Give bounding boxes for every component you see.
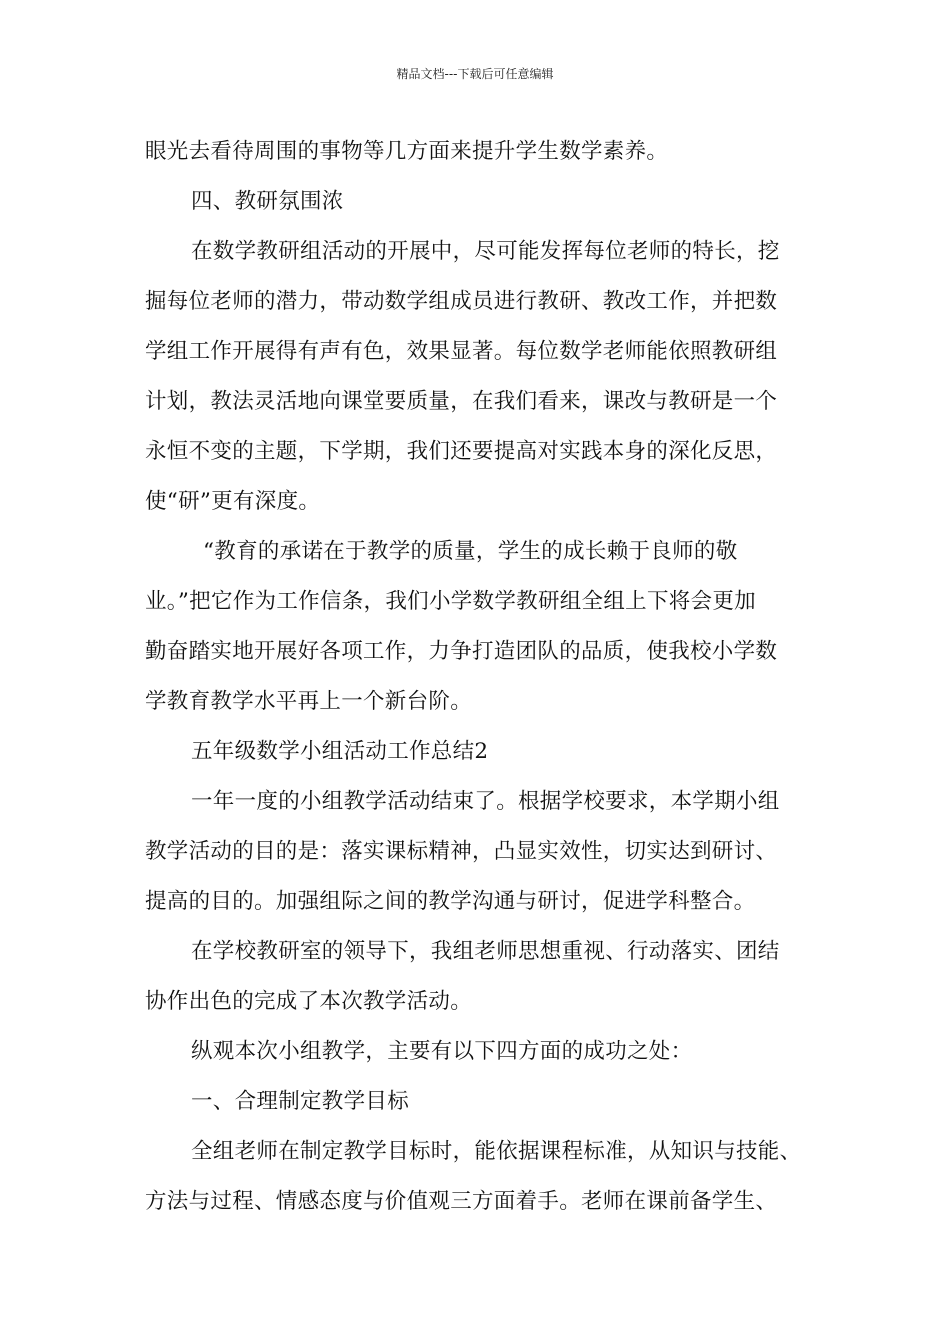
paragraph-line: 勤奋踏实地开展好各项工作，力争打造团队的品质，使我校小学数 bbox=[145, 639, 778, 664]
paragraph-line: 全组老师在制定教学目标时，能依据课程标准，从知识与技能、 bbox=[191, 1139, 802, 1164]
paragraph-line: 学教育教学水平再上一个新台阶。 bbox=[145, 689, 473, 714]
paragraph-line: 方法与过程、情感态度与价值观三方面着手。老师在课前备学生、 bbox=[145, 1189, 778, 1214]
document-subtitle: 五年级数学小组活动工作总结2 bbox=[191, 739, 489, 764]
paragraph-line: 在学校教研室的领导下，我组老师思想重视、行动落实、团结 bbox=[191, 939, 780, 964]
paragraph-line: 教学活动的目的是：落实课标精神，凸显实效性，切实达到研讨、 bbox=[145, 839, 778, 864]
paragraph-line: 纵观本次小组教学，主要有以下四方面的成功之处： bbox=[191, 1039, 693, 1064]
paragraph-line: 提高的目的。加强组际之间的教学沟通与研讨，促进学科整合。 bbox=[145, 889, 756, 914]
paragraph-line: 在数学教研组活动的开展中，尽可能发挥每位老师的特长，挖 bbox=[191, 239, 780, 264]
quote-line: “教育的承诺在于教学的质量，学生的成长赖于良师的敬 bbox=[203, 539, 738, 564]
paragraph-line: 计划，教法灵活地向课堂要质量，在我们看来，课改与教研是一个 bbox=[145, 389, 778, 414]
paragraph-line: 使“研”更有深度。 bbox=[145, 489, 321, 514]
paragraph-line: 永恒不变的主题，下学期，我们还要提高对实践本身的深化反思， bbox=[145, 439, 778, 464]
page-header: 精品文档---下载后可任意编辑 bbox=[396, 67, 554, 81]
document-body bbox=[145, 132, 825, 1232]
paragraph-line: 业。”把它作为工作信条，我们小学数学教研组全组上下将会更加 bbox=[145, 589, 756, 614]
section-heading: 四、教研氛围浓 bbox=[191, 189, 344, 214]
paragraph-line: 一年一度的小组教学活动结束了。根据学校要求，本学期小组 bbox=[191, 789, 780, 814]
paragraph-line: 协作出色的完成了本次教学活动。 bbox=[145, 989, 473, 1014]
section-heading: 一、合理制定教学目标 bbox=[191, 1089, 410, 1114]
paragraph-line: 掘每位老师的潜力，带动数学组成员进行教研、教改工作，并把数 bbox=[145, 289, 778, 314]
paragraph-line: 学组工作开展得有声有色，效果显著。每位数学老师能依照教研组 bbox=[145, 339, 778, 364]
paragraph-line: 眼光去看待周围的事物等几方面来提升学生数学素养。 bbox=[145, 139, 669, 164]
